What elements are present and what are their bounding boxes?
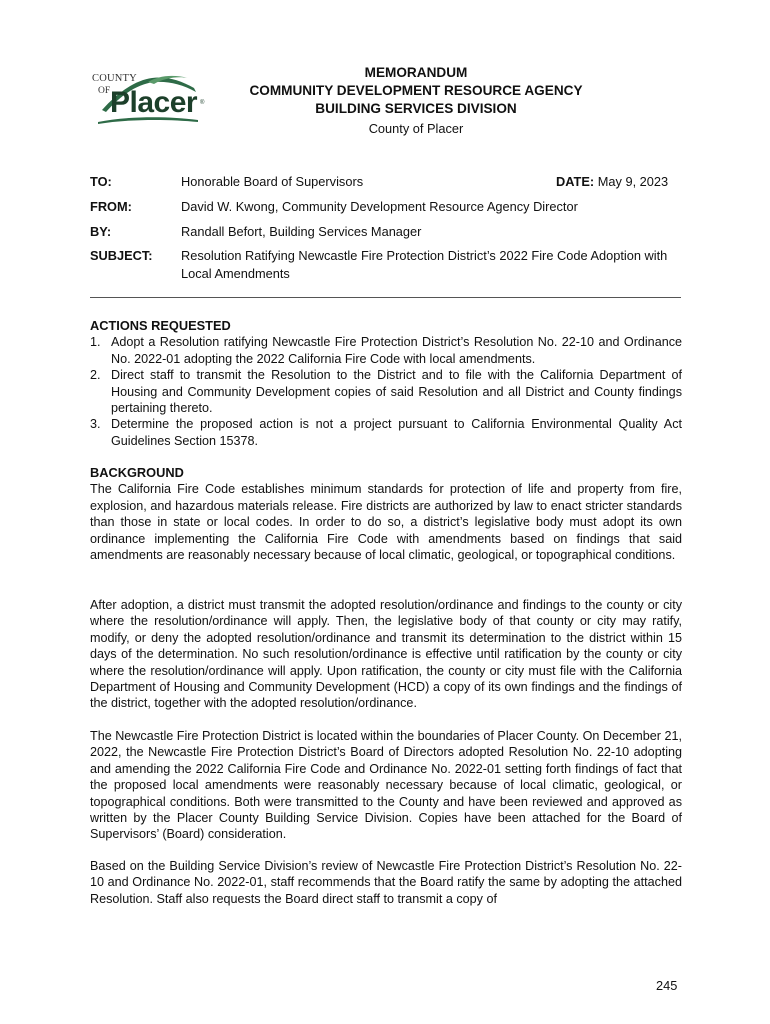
list-item bbox=[90, 334, 682, 367]
list-item-number: 3. bbox=[90, 417, 101, 432]
list-item-text: Determine the proposed action is not a project pursuant to California Environmental Quality Act Guidelines Section 15378. bbox=[111, 417, 682, 448]
actions-list bbox=[90, 334, 682, 449]
by-label: BY: bbox=[90, 224, 112, 239]
from-value: David W. Kwong, Community Development Resource Agency Director bbox=[181, 199, 578, 214]
background-paragraph-2: After adoption, a district must transmit the adopted resolution/ordinance and findings to the county or city where the resolution/ordinance will apply. Then, the legislative body of that county or city may ratify, modify, or deny the adopted resolution/ordinance and transmit its determination to the district within 15 days of the determination. No such resolution/ordinance is effective until ratification by the county or city where the resolution/ordinance will apply. Upon ratification, the county or city must file with the California Department of Housing and Community Development (HCD) a copy of its own findings and the findings of the district, together with the adopted resolution/ordinance. bbox=[90, 598, 682, 711]
date-label: DATE: bbox=[556, 174, 595, 189]
memo-header bbox=[200, 64, 632, 137]
memo-title: MEMORANDUM bbox=[364, 65, 468, 80]
actions-heading: ACTIONS REQUESTED bbox=[90, 318, 231, 333]
to-label: TO: bbox=[90, 174, 112, 189]
list-item-number: 1. bbox=[90, 335, 101, 350]
logo-registered-mark: ® bbox=[200, 100, 205, 106]
list-item bbox=[90, 416, 682, 449]
subject-label: SUBJECT: bbox=[90, 248, 153, 263]
logo-of-text: OF bbox=[98, 86, 111, 96]
background-paragraph-3: The Newcastle Fire Protection District is located within the boundaries of Placer County. On December 21, 2022, the Newcastle Fire Protection District’s Board of Directors adopted Resolution No. 22-10 adopting and amending the 2022 California Fire Code and Ordinance No. 2022-01 setting forth findings of fact that the proposed local amendments were reasonably necessary because of local climatic, geological, or topographical conditions. Both were transmitted to the County and have been reviewed and approved as written by the Placer County Building Service Division. Copies have been attached for the Board of Supervisors’ (Board) consideration. bbox=[90, 729, 682, 842]
list-item-text: Adopt a Resolution ratifying Newcastle Fire Protection District’s Resolution No. 22-10 and Ordinance No. 2022-01 adopting the 2022 California Fire Code with local amendments. bbox=[111, 335, 682, 366]
list-item-text: Direct staff to transmit the Resolution to the District and to file with the California Department of Housing and Community Development copies of said Resolution and all District and County findings pertaining thereto. bbox=[111, 368, 682, 416]
background-heading: BACKGROUND bbox=[90, 465, 184, 480]
list-item bbox=[90, 367, 682, 416]
background-paragraph: The California Fire Code establishes minimum standards for protection of life and property from fire, explosion, and hazardous materials release. Fire districts are authorized by law to enact stricter standards than those in state or local codes. In order to do so, a district’s legislative body must adopt its own ordinance implementing the California Fire Code with amendments based on findings that said amendments are reasonably necessary because of local climatic, geological, or topographical conditions. bbox=[90, 482, 682, 563]
header-divider bbox=[90, 297, 681, 298]
logo-placer-text: Placer bbox=[110, 86, 198, 119]
division-name: BUILDING SERVICES DIVISION bbox=[315, 101, 517, 116]
date-value: May 9, 2023 bbox=[597, 174, 669, 189]
actions-section bbox=[90, 318, 682, 449]
background-paragraph-4: Based on the Building Service Division’s review of Newcastle Fire Protection District’s Resolution No. 22-10 and Ordinance No. 2022-01, staff recommends that the Board ratify the same by adopting the attached Resolution. Staff also requests the Board direct staff to transmit a copy of bbox=[90, 859, 682, 906]
county-name: County of Placer bbox=[368, 121, 464, 136]
to-value: Honorable Board of Supervisors bbox=[181, 174, 364, 189]
background-section bbox=[90, 465, 682, 563]
agency-name: COMMUNITY DEVELOPMENT RESOURCE AGENCY bbox=[249, 83, 583, 98]
date-field bbox=[556, 173, 668, 191]
subject-value: Resolution Ratifying Newcastle Fire Protection District’s 2022 Fire Code Adoption with Local Amendments bbox=[181, 248, 668, 281]
list-item-number: 2. bbox=[90, 368, 101, 383]
from-label: FROM: bbox=[90, 199, 132, 214]
county-logo bbox=[88, 72, 206, 130]
page-number: 245 bbox=[656, 978, 678, 993]
logo-county-text: COUNTY bbox=[92, 73, 137, 84]
by-value: Randall Befort, Building Services Manager bbox=[181, 224, 422, 239]
